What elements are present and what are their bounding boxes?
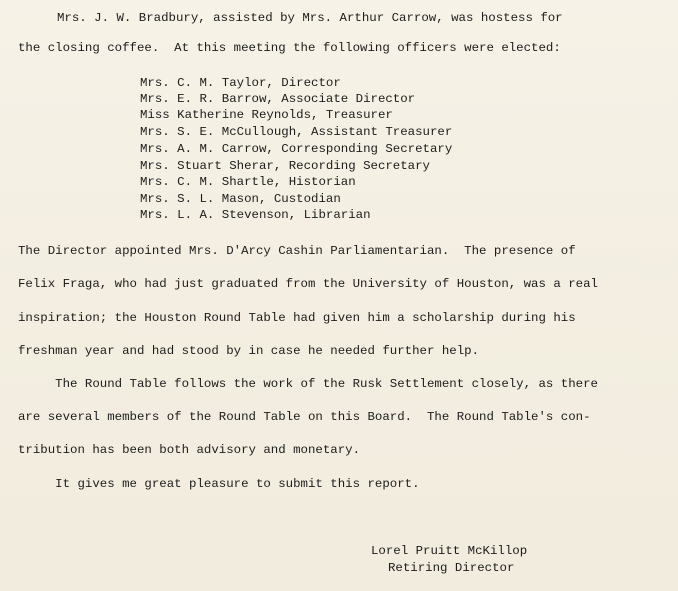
intro-line-2: the closing coffee. At this meeting the following officers were elected: <box>18 41 561 55</box>
body-line: are several members of the Round Table on this Board. The Round Table's con- <box>18 410 591 424</box>
signature-name: Lorel Pruitt McKillop <box>371 544 528 558</box>
officer-item: Mrs. Stuart Sherar, Recording Secretary <box>140 159 430 173</box>
intro-line-1: Mrs. J. W. Bradbury, assisted by Mrs. Arthur Carrow, was hostess for <box>57 11 563 25</box>
body-line: inspiration; the Houston Round Table had given him a scholarship during his <box>18 311 576 325</box>
officer-item: Mrs. C. M. Shartle, Historian <box>140 175 356 189</box>
body-line: freshman year and had stood by in case he needed further help. <box>18 344 480 358</box>
body-line: The Round Table follows the work of the Rusk Settlement closely, as there <box>18 377 598 391</box>
officer-item: Mrs. C. M. Taylor, Director <box>140 76 341 90</box>
body-line: It gives me great pleasure to submit this report. <box>18 477 420 491</box>
officer-item: Mrs. E. R. Barrow, Associate Director <box>140 92 416 106</box>
officer-item: Mrs. L. A. Stevenson, Librarian <box>140 208 371 222</box>
body-line: Felix Fraga, who had just graduated from the University of Houston, was a real <box>18 277 598 291</box>
signature-title: Retiring Director <box>388 561 515 575</box>
officer-item: Mrs. A. M. Carrow, Corresponding Secretary <box>140 142 453 156</box>
body-line: The Director appointed Mrs. D'Arcy Cashin Parliamentarian. The presence of <box>18 244 576 258</box>
officer-item: Mrs. S. E. McCullough, Assistant Treasurer <box>140 125 453 139</box>
officer-item: Mrs. S. L. Mason, Custodian <box>140 192 341 206</box>
officer-item: Miss Katherine Reynolds, Treasurer <box>140 108 393 122</box>
body-line: tribution has been both advisory and monetary. <box>18 443 361 457</box>
